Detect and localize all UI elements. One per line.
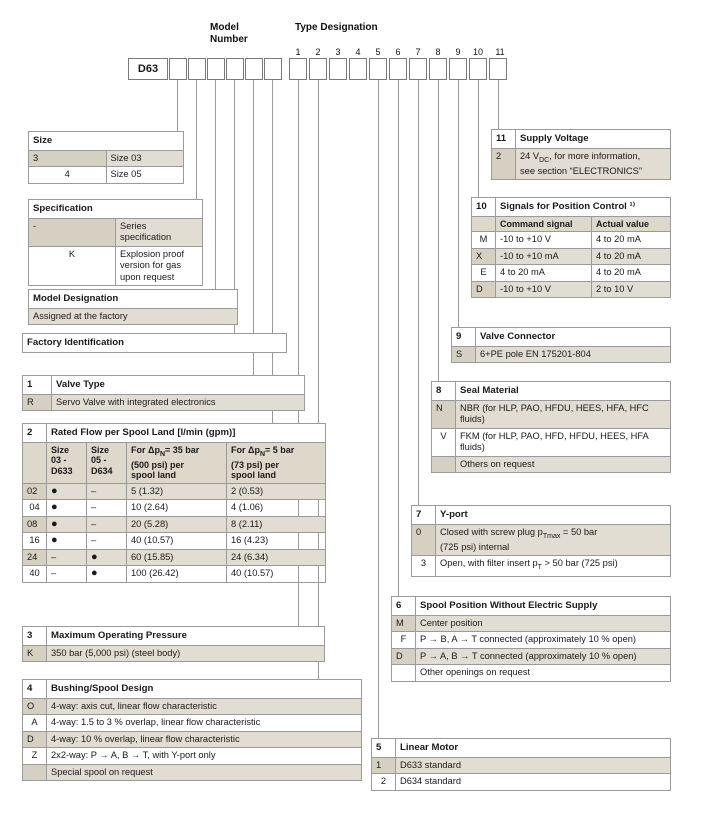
block-signals-position-control — [471, 197, 671, 298]
rated-flow-c2-5: ● — [87, 566, 127, 583]
spool-position-text-0: Center position — [416, 615, 671, 632]
signals-cmd-1: -10 to +10 mA — [496, 248, 592, 265]
bushing-key-1: A — [23, 715, 47, 732]
rated-flow-key-5: 40 — [23, 566, 47, 583]
specification-title: Specification — [29, 200, 203, 219]
bushing-key-4 — [23, 764, 47, 781]
bushing-text-0: 4-way: axis cut, linear flow characteristic — [47, 698, 362, 715]
bushing-text-4: Special spool on request — [47, 764, 362, 781]
block-linear-motor — [371, 738, 671, 791]
model-designation-row: Assigned at the factory — [29, 308, 238, 325]
specification-text-1: Explosion proof version for gas upon request — [116, 246, 203, 286]
table-row — [23, 500, 326, 517]
table-row — [472, 265, 671, 282]
rated-flow-c4-5: 40 (10.57) — [227, 566, 326, 583]
block-supply-voltage — [491, 129, 671, 180]
code-box-11[interactable] — [489, 58, 507, 80]
rated-flow-title: Rated Flow per Spool Land [l/min (gpm)] — [47, 424, 326, 443]
specification-key-1: K — [29, 246, 116, 286]
seal-material-key-2 — [432, 456, 456, 473]
signals-title: Signals for Position Control ¹⁾ — [496, 198, 671, 217]
rated-flow-c1-2: ● — [47, 516, 87, 533]
bushing-text-1: 4-way: 1.5 to 3 % overlap, linear flow characteristic — [47, 715, 362, 732]
rated-flow-num: 2 — [23, 424, 47, 443]
signals-key-0: M — [472, 232, 496, 249]
block-specification — [28, 199, 203, 286]
rated-flow-c1-4: – — [47, 549, 87, 566]
y-port-text-1: Open, with filter insert $p_T > 50$ bar (725 psi) — [436, 556, 671, 576]
linear-motor-num: 5 — [372, 739, 396, 758]
model-number-label: Model Number — [210, 22, 248, 45]
tick-number-6: 6 — [395, 47, 401, 57]
y-port-key-0: 0 — [412, 524, 436, 556]
table-row — [23, 516, 326, 533]
rated-flow-c4-1: 4 (1.06) — [227, 500, 326, 517]
rated-flow-col-0: Size 03 - D633 — [47, 442, 87, 483]
rated-flow-c4-2: 8 (2.11) — [227, 516, 326, 533]
rated-flow-c3-4: 60 (15.85) — [127, 549, 227, 566]
max-pressure-text-0: 350 bar (5,000 psi) (steel body) — [47, 645, 325, 662]
code-box-9[interactable] — [449, 58, 467, 80]
supply-voltage-key-0: 2 — [492, 148, 516, 180]
signals-key-1: X — [472, 248, 496, 265]
code-box-6[interactable] — [389, 58, 407, 80]
spool-position-key-0: M — [392, 615, 416, 632]
table-row — [23, 533, 326, 550]
y-port-num: 7 — [412, 506, 436, 525]
block-bushing-spool — [22, 679, 362, 781]
block-max-pressure — [22, 626, 325, 662]
signals-num: 10 — [472, 198, 496, 217]
signals-key-3: D — [472, 281, 496, 298]
signals-col-0: Command signal — [496, 216, 592, 232]
table-row — [472, 281, 671, 298]
valve-type-text-0: Servo Valve with integrated electronics — [52, 394, 305, 411]
signals-act-0: 4 to 20 mA — [592, 232, 671, 249]
code-box-8[interactable] — [429, 58, 447, 80]
valve-connector-key-0: S — [452, 346, 476, 363]
type-code-header — [0, 0, 710, 90]
seal-material-text-1: FKM (for HLP, PAO, HFD, HFDU, HEES, HFA fluids) — [456, 428, 671, 456]
valve-connector-text-0: 6+PE pole EN 175201-804 — [476, 346, 671, 363]
signals-act-2: 4 to 20 mA — [592, 265, 671, 282]
code-box-factory-id-1[interactable] — [226, 58, 244, 80]
seal-material-key-0: N — [432, 400, 456, 428]
tick-number-9: 9 — [455, 47, 461, 57]
code-box-4[interactable] — [349, 58, 367, 80]
code-box-factory-id-2[interactable] — [245, 58, 263, 80]
block-size — [28, 131, 184, 184]
block-valve-connector — [451, 327, 671, 363]
code-box-7[interactable] — [409, 58, 427, 80]
code-prefix-box: D63 — [128, 58, 168, 80]
code-box-specification[interactable] — [188, 58, 206, 80]
rated-flow-c2-4: ● — [87, 549, 127, 566]
bushing-title: Bushing/Spool Design — [47, 680, 362, 699]
valve-type-num: 1 — [23, 376, 52, 395]
valve-type-key-0: R — [23, 394, 52, 411]
spool-position-num: 6 — [392, 597, 416, 616]
supply-voltage-num: 11 — [492, 130, 516, 149]
bushing-key-3: Z — [23, 748, 47, 765]
table-row — [23, 549, 326, 566]
rated-flow-col-1: Size 05 - D634 — [87, 442, 127, 483]
rated-flow-c2-2: – — [87, 516, 127, 533]
spool-position-text-3: Other openings on request — [416, 665, 671, 682]
rated-flow-c4-0: 2 (0.53) — [227, 483, 326, 500]
code-box-size[interactable] — [169, 58, 187, 80]
tick-number-4: 4 — [355, 47, 361, 57]
tick-number-7: 7 — [415, 47, 421, 57]
tick-number-8: 8 — [435, 47, 441, 57]
rated-flow-c4-3: 16 (4.23) — [227, 533, 326, 550]
table-row — [472, 232, 671, 249]
seal-material-title: Seal Material — [456, 382, 671, 401]
tick-number-2: 2 — [315, 47, 321, 57]
tick-number-10: 10 — [472, 47, 483, 57]
rated-flow-c2-0: – — [87, 483, 127, 500]
y-port-text-0: Closed with screw plug $p_{Tmax} = 50$ bar (725 psi) internal — [436, 524, 671, 556]
size-title: Size — [29, 132, 184, 151]
specification-text-0: Series specification — [116, 218, 203, 246]
block-spool-position — [391, 596, 671, 682]
rated-flow-c1-0: ● — [47, 483, 87, 500]
rated-flow-c3-2: 20 (5.28) — [127, 516, 227, 533]
rated-flow-key-1: 04 — [23, 500, 47, 517]
rated-flow-key-3: 16 — [23, 533, 47, 550]
seal-material-text-0: NBR (for HLP, PAO, HFDU, HEES, HFA, HFC fluids) — [456, 400, 671, 428]
model-designation-title: Model Designation — [29, 290, 238, 309]
code-box-factory-id-3[interactable] — [264, 58, 282, 80]
bushing-text-2: 4-way: 10 % overlap, linear flow characteristic — [47, 731, 362, 748]
tick-number-11: 11 — [495, 47, 505, 57]
signals-col-1: Actual value — [592, 216, 671, 232]
size-key-0: 3 — [29, 150, 107, 167]
block-rated-flow — [22, 423, 325, 583]
table-row — [23, 566, 326, 583]
block-factory-identification — [22, 333, 287, 353]
code-box-3[interactable] — [329, 58, 347, 80]
signals-key-2: E — [472, 265, 496, 282]
y-port-key-1: 3 — [412, 556, 436, 576]
table-row — [23, 483, 326, 500]
rated-flow-key-0: 02 — [23, 483, 47, 500]
tick-number-1: 1 — [295, 47, 301, 57]
block-y-port — [411, 505, 671, 577]
max-pressure-title: Maximum Operating Pressure — [47, 627, 325, 646]
block-model-designation — [28, 289, 238, 325]
linear-motor-text-1: D634 standard — [396, 774, 671, 791]
seal-material-num: 8 — [432, 382, 456, 401]
valve-connector-title: Valve Connector — [476, 328, 671, 347]
linear-motor-text-0: D633 standard — [396, 757, 671, 774]
bushing-num: 4 — [23, 680, 47, 699]
spool-position-text-1: P → B, A → T connected (approximately 10 % open) — [416, 632, 671, 649]
rated-flow-c4-4: 24 (6.34) — [227, 549, 326, 566]
code-box-10[interactable] — [469, 58, 487, 80]
bushing-key-0: O — [23, 698, 47, 715]
seal-material-text-2: Others on request — [456, 456, 671, 473]
valve-type-title: Valve Type — [52, 376, 305, 395]
supply-voltage-title: Supply Voltage — [516, 130, 671, 149]
linear-motor-key-0: 1 — [372, 757, 396, 774]
signals-cmd-2: 4 to 20 mA — [496, 265, 592, 282]
signals-act-3: 2 to 10 V — [592, 281, 671, 298]
rated-flow-c3-1: 10 (2.64) — [127, 500, 227, 517]
spool-position-key-1: F — [392, 632, 416, 649]
rated-flow-c1-5: – — [47, 566, 87, 583]
tick-number-5: 5 — [375, 47, 381, 57]
rated-flow-col-3: For $\Delta p_N= 5$ bar (73 psi) per spool land — [227, 442, 326, 483]
specification-key-0: - — [29, 218, 116, 246]
seal-material-key-1: V — [432, 428, 456, 456]
rated-flow-key-2: 08 — [23, 516, 47, 533]
max-pressure-num: 3 — [23, 627, 47, 646]
code-box-2[interactable] — [309, 58, 327, 80]
block-valve-type — [22, 375, 305, 411]
valve-connector-num: 9 — [452, 328, 476, 347]
rated-flow-c3-5: 100 (26.42) — [127, 566, 227, 583]
rated-flow-col-2: For $\Delta p_N= 35$ bar (500 psi) per spool land — [127, 442, 227, 483]
rated-flow-key-4: 24 — [23, 549, 47, 566]
rated-flow-c3-3: 40 (10.57) — [127, 533, 227, 550]
rated-flow-c2-3: – — [87, 533, 127, 550]
spool-position-key-2: D — [392, 648, 416, 665]
tick-number-3: 3 — [335, 47, 341, 57]
code-box-model-designation[interactable] — [207, 58, 225, 80]
type-designation-label: Type Designation — [295, 22, 378, 33]
size-text-1: Size 05 — [106, 167, 184, 184]
signals-cmd-0: -10 to +10 V — [496, 232, 592, 249]
rated-flow-c2-1: – — [87, 500, 127, 517]
bushing-text-3: 2x2-way: P → A, B → T, with Y-port only — [47, 748, 362, 765]
supply-voltage-text-0: 24 $V_{DC}$, for more information, see section “ELECTRONICS” — [516, 148, 671, 180]
bushing-key-2: D — [23, 731, 47, 748]
rated-flow-c3-0: 5 (1.32) — [127, 483, 227, 500]
rated-flow-c1-1: ● — [47, 500, 87, 517]
rated-flow-c1-3: ● — [47, 533, 87, 550]
spool-position-title: Spool Position Without Electric Supply — [416, 597, 671, 616]
table-row — [472, 248, 671, 265]
signals-cmd-3: -10 to +10 V — [496, 281, 592, 298]
signals-act-1: 4 to 20 mA — [592, 248, 671, 265]
max-pressure-key-0: K — [23, 645, 47, 662]
linear-motor-title: Linear Motor — [396, 739, 671, 758]
linear-motor-key-1: 2 — [372, 774, 396, 791]
y-port-title: Y-port — [436, 506, 671, 525]
spool-position-key-3 — [392, 665, 416, 682]
spool-position-text-2: P → A, B → T connected (approximately 10 % open) — [416, 648, 671, 665]
block-seal-material — [431, 381, 671, 473]
factory-identification-title: Factory Identification — [23, 334, 287, 353]
code-box-5[interactable] — [369, 58, 387, 80]
size-key-1: 4 — [29, 167, 107, 184]
size-text-0: Size 03 — [106, 150, 184, 167]
code-box-1[interactable] — [289, 58, 307, 80]
